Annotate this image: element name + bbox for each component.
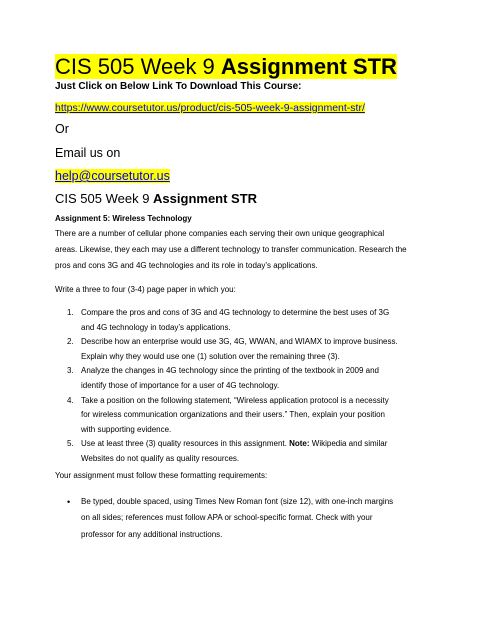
list-item-line: Compare the pros and cons of 3G and 4G technology to determine the best uses of 3G <box>81 308 390 317</box>
list-item <box>55 335 440 364</box>
list-item-line: with supporting evidence. <box>81 424 172 434</box>
list-item-line: Explain why they would use one (1) solution over the remaining three (3). <box>81 351 340 361</box>
list-item-line: Analyze the changes in 4G technology since the printing of the textbook in 2009 and <box>81 366 379 376</box>
intro-line: pros and cons 3G and 4G technologies and its role in today’s applications. <box>55 261 318 270</box>
list-item-line: on all sides; references must follow APA or school-specific format. Check with your <box>81 513 373 523</box>
task5-text-post: Wikipedia and similar <box>309 439 388 449</box>
list-item-line: identify those of importance for a user of 4G technology. <box>81 380 280 390</box>
format-list <box>55 494 440 544</box>
title-prefix: CIS 505 Week 9 <box>55 54 221 79</box>
write-instruction: Write a three to four (3-4) page paper in which you: <box>55 285 236 294</box>
task-list <box>55 306 440 467</box>
task5-text-pre: Use at least three (3) quality resources in this assignment. <box>81 439 290 449</box>
list-item-line: Websites do not qualify as quality resources. <box>81 453 240 463</box>
list-item-line <box>81 437 440 452</box>
list-item-line: Describe how an enterprise would use 3G, 4G, WWAN, and WIAMX to improve business. <box>81 337 398 347</box>
list-item <box>55 364 440 393</box>
assignment-title: Assignment 5: Wireless Technology <box>55 214 192 223</box>
list-item-line: Take a position on the following statement, “Wireless application protocol is a necessity <box>81 395 389 405</box>
list-item-line: professor for any additional instructions. <box>81 529 223 539</box>
list-item-line: and 4G technology in today’s applications. <box>81 322 231 332</box>
or-text: Or <box>55 122 69 136</box>
bullet-glyph: • <box>67 496 71 507</box>
email-line <box>55 168 440 184</box>
list-item <box>55 494 440 544</box>
format-intro: Your assignment must follow these formatting requirements: <box>55 470 268 480</box>
email-label: Email us on <box>55 146 121 160</box>
list-item-line: for wireless communication organizations and their users.” Then, explain your position <box>81 410 386 420</box>
document-heading <box>55 190 440 207</box>
list-item-number: 4. <box>67 395 74 405</box>
title-highlight <box>55 54 397 79</box>
intro-line: There are a number of cellular phone companies each serving their own unique geographical <box>55 229 385 238</box>
list-item <box>55 394 440 438</box>
download-instruction: Just Click on Below Link To Download This Course: <box>55 81 302 92</box>
list-item-number: 3. <box>67 366 74 376</box>
course-link[interactable]: https://www.coursetutor.us/product/cis-505-week-9-assignment-str/ <box>55 102 365 114</box>
task5-note-label: Note: <box>289 439 310 449</box>
list-item-number: 1. <box>67 308 74 317</box>
email-link[interactable]: help@coursetutor.us <box>55 169 170 183</box>
document-heading-prefix: CIS 505 Week 9 <box>55 191 154 206</box>
document-content <box>55 55 440 543</box>
list-item-number: 5. <box>67 439 74 449</box>
document-heading-bold: Assignment STR <box>153 191 258 206</box>
intro-paragraph <box>55 226 440 274</box>
list-item <box>55 437 440 466</box>
title-bold: Assignment STR <box>220 54 397 79</box>
page-title <box>55 55 440 79</box>
list-item <box>55 306 440 335</box>
course-link-line <box>55 101 440 115</box>
intro-line: areas. Likewise, they each may use a different technology to transfer communication. Research the <box>55 245 407 254</box>
list-item-number: 2. <box>67 337 74 347</box>
list-item-line: Be typed, double spaced, using Times New Roman font (size 12), with one-inch margins <box>81 496 394 506</box>
